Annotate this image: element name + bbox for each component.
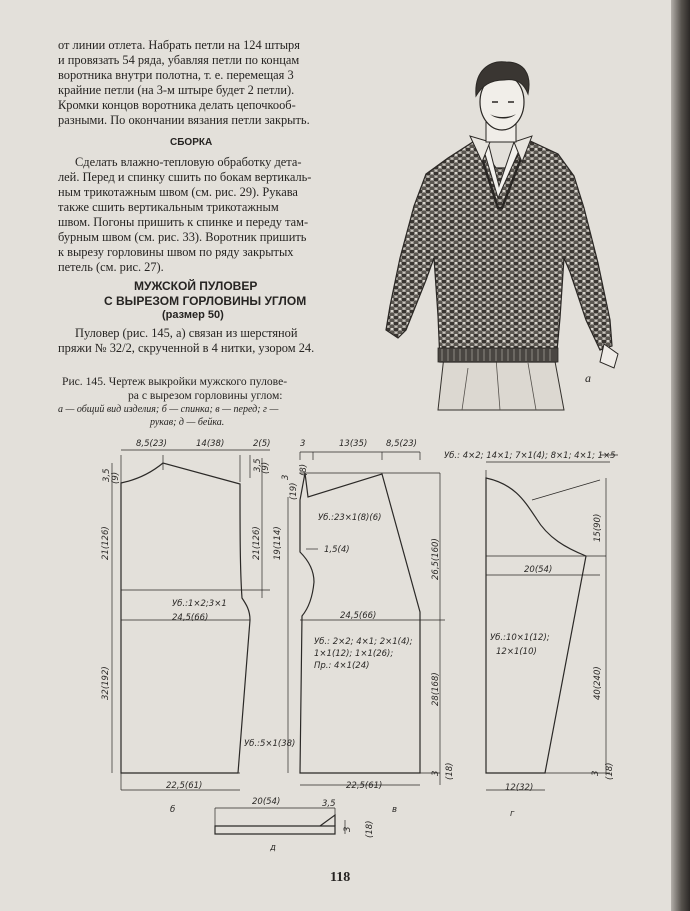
caption-line: ра с вырезом горловины углом: — [128, 389, 283, 402]
back-body-height: 32(192) — [101, 666, 111, 700]
front-armhole-height: 19(114) — [273, 526, 283, 560]
text-line: также сшить вертикальным трикотажным — [58, 200, 279, 214]
text-line: от линии отлета. Набрать петли на 124 штыря — [58, 38, 300, 52]
front-width-label: 13(35) — [339, 439, 368, 449]
front-chest-width: 24,5(66) — [340, 611, 377, 621]
front-decrease-line: Пр.: 4×1(24) — [314, 661, 370, 671]
back-hem-width: 22,5(61) — [166, 781, 203, 791]
front-top-rows: (8) — [299, 463, 309, 476]
sleeve-label: г — [510, 809, 515, 819]
assembly-heading: СБОРКА — [170, 137, 213, 148]
section-title-line1: МУЖСКОЙ ПУЛОВЕР — [134, 279, 258, 293]
front-neck-height: 26,5(160) — [431, 538, 441, 580]
back-width-label: 8,5(23) — [136, 439, 167, 449]
text-line: лей. Перед и спинку сшить по бокам вертикаль- — [58, 170, 312, 184]
sleeve-length: 40(240) — [593, 666, 603, 700]
sleeve-cuff-rows: (18) — [605, 762, 615, 780]
front-neck-decrease: Уб.:23×1(8)(6) — [318, 513, 382, 523]
front-hem-rows: (18) — [445, 762, 455, 780]
text-line: и провязать 54 ряда, убавляя петли по концам — [58, 53, 300, 67]
back-side-decrease: Уб.:5×1(38) — [244, 739, 296, 749]
sleeve-cuff-height: 3 — [591, 770, 601, 776]
text-line: ным трикотажным швом (см. рис. 29). Рукава — [58, 185, 298, 199]
text-line: бурным швом (см. рис. 33). Воротник пришить — [58, 230, 307, 244]
back-shoulder-rows: (9) — [111, 471, 121, 484]
sleeve-cuff-width: 12(32) — [505, 783, 534, 793]
front-label: в — [392, 805, 398, 815]
back-armhole-height: 21(126) — [101, 526, 111, 560]
front-hem-height: 3 — [431, 770, 441, 776]
front-notch: 1,5(4) — [324, 545, 350, 555]
front-shoulder-right-rows: (19) — [289, 482, 299, 500]
back-armhole-drop: 3,5 — [253, 458, 263, 472]
page-number: 118 — [330, 870, 351, 885]
sleeve-outline — [486, 478, 586, 773]
sleeve-cap-decrease: Уб.: 4×2; 14×1; 7×1(4); 8×1; 4×1; 1×5 — [444, 451, 616, 461]
band-height: 3 — [343, 826, 353, 832]
sleeve-cap-height: 15(90) — [593, 513, 603, 542]
band-end: 3,5 — [322, 799, 336, 809]
text-line: петель (см. рис. 27). — [58, 260, 164, 274]
back-armhole-decrease: Уб.:1×2;3×1 — [172, 599, 227, 609]
text-line: к вырезу горловины швом по ряду закрытых — [58, 245, 294, 259]
front-decrease-line: Уб.: 2×2; 4×1; 2×1(4); — [314, 637, 413, 647]
text-line: воротника внутри полотна, т. е. перемещая 3 — [58, 68, 294, 82]
caption-line: а — общий вид изделия; б — спинка; в — перед; г — — [58, 404, 279, 415]
section-size-note: (размер 50) — [162, 309, 224, 321]
caption-line: рукав; д — бейка. — [150, 417, 225, 428]
figure-label-a: а — [585, 371, 591, 385]
back-armhole-height-right: 21(126) — [252, 526, 262, 560]
band-rows: (18) — [365, 820, 375, 838]
front-shoulder-right: 3 — [281, 474, 291, 480]
caption-line: Рис. 145. Чертеж выкройки мужского пулове- — [62, 375, 288, 388]
back-label: б — [170, 805, 176, 815]
sleeve-side-decrease: Уб.:10×1(12); — [490, 633, 550, 643]
back-shoulder-height: 3,5 — [102, 468, 112, 482]
band-label: д — [270, 843, 276, 853]
intro-line: Пуловер (рис. 145, а) связан из шерстяной — [75, 326, 298, 340]
text-line: крайние петли (на 3-м штыре будет 2 петли). — [58, 83, 295, 97]
back-neck-rows: (9) — [261, 461, 271, 474]
intro-line: пряжи № 32/2, скрученной в 4 нитки, узором 24. — [58, 341, 315, 355]
sleeve-side-decrease-2: 12×1(10) — [496, 647, 537, 657]
text-line: Кромки концов воротника делать цепочкооб- — [58, 98, 296, 112]
text-line: швом. Погоны пришить к спинке и переду там- — [58, 215, 309, 229]
text-line: разными. По окончании вязания петли закрыть. — [58, 113, 310, 127]
front-width-label: 8,5(23) — [386, 439, 417, 449]
front-width-label: 3 — [300, 439, 306, 449]
section-title-line2: С ВЫРЕЗОМ ГОРЛОВИНЫ УГЛОМ — [104, 294, 307, 308]
front-hem-width: 22,5(61) — [346, 781, 383, 791]
band-width: 20(54) — [252, 797, 281, 807]
text-line: Сделать влажно-тепловую обработку дета- — [75, 155, 302, 169]
front-body-height: 28(168) — [431, 672, 441, 706]
sleeve-bicep-width: 20(54) — [524, 565, 553, 575]
front-decrease-line: 1×1(12); 1×1(26); — [314, 649, 394, 659]
back-chest-width: 24,5(66) — [172, 613, 209, 623]
back-width-label: 14(38) — [196, 439, 225, 449]
band-outline — [215, 826, 335, 834]
back-width-label: 2(5) — [253, 439, 271, 449]
